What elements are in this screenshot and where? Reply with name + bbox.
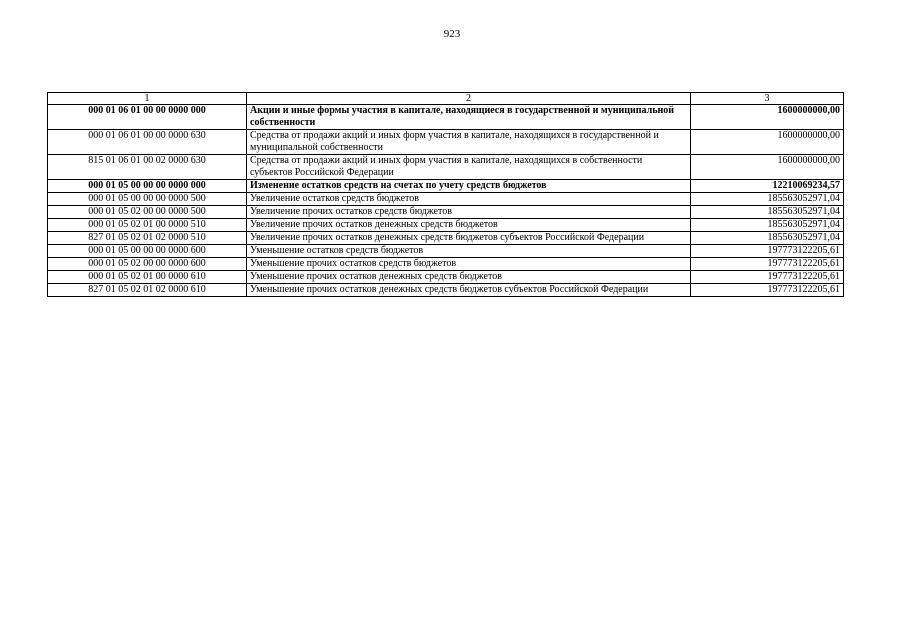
- table-row: [48, 155, 844, 180]
- table-row: [48, 245, 844, 258]
- table-header-row: [48, 93, 844, 105]
- row-code-cell: 000 01 05 02 01 00 0000 510: [48, 219, 247, 232]
- row-name-cell: Увеличение остатков средств бюджетов: [247, 193, 691, 206]
- table-row: [48, 105, 844, 130]
- row-amount-cell: 197773122205,61: [691, 284, 844, 297]
- column-header-code: 1: [48, 93, 247, 105]
- row-amount-cell: 1600000000,00: [691, 105, 844, 130]
- row-amount-cell: 197773122205,61: [691, 271, 844, 284]
- row-amount-cell: 197773122205,61: [691, 258, 844, 271]
- row-code-cell: 000 01 05 00 00 00 0000 500: [48, 193, 247, 206]
- row-name-cell: Средства от продажи акций и иных форм участия в капитале, находящихся в собственности субъектов Российской Федерации: [247, 155, 691, 180]
- row-code-cell: 000 01 05 02 00 00 0000 600: [48, 258, 247, 271]
- row-amount-cell: 185563052971,04: [691, 219, 844, 232]
- row-amount-cell: 197773122205,61: [691, 245, 844, 258]
- row-code-cell: 000 01 05 02 00 00 0000 500: [48, 206, 247, 219]
- row-name-cell: Изменение остатков средств на счетах по учету средств бюджетов: [247, 180, 691, 193]
- table-row: [48, 271, 844, 284]
- page-number: 923: [443, 28, 461, 40]
- row-code-cell: 815 01 06 01 00 02 0000 630: [48, 155, 247, 180]
- row-code-cell: 000 01 05 00 00 00 0000 000: [48, 180, 247, 193]
- row-name-cell: Уменьшение прочих остатков средств бюджетов: [247, 258, 691, 271]
- row-name-cell: Уменьшение остатков средств бюджетов: [247, 245, 691, 258]
- budget-sources-table: [47, 92, 844, 297]
- column-header-amount: 3: [691, 93, 844, 105]
- row-code-cell: 000 01 05 02 01 00 0000 610: [48, 271, 247, 284]
- row-name-cell: Уменьшение прочих остатков денежных средств бюджетов: [247, 271, 691, 284]
- row-amount-cell: 1600000000,00: [691, 130, 844, 155]
- row-code-cell: 000 01 05 00 00 00 0000 600: [48, 245, 247, 258]
- table-row: [48, 258, 844, 271]
- table-row: [48, 130, 844, 155]
- row-code-cell: 827 01 05 02 01 02 0000 510: [48, 232, 247, 245]
- row-amount-cell: 185563052971,04: [691, 193, 844, 206]
- table-row: [48, 284, 844, 297]
- row-code-cell: 000 01 06 01 00 00 0000 000: [48, 105, 247, 130]
- row-name-cell: Уменьшение прочих остатков денежных средств бюджетов субъектов Российской Федерации: [247, 284, 691, 297]
- row-amount-cell: 1600000000,00: [691, 155, 844, 180]
- row-name-cell: Увеличение прочих остатков средств бюджетов: [247, 206, 691, 219]
- row-name-cell: Увеличение прочих остатков денежных средств бюджетов субъектов Российской Федерации: [247, 232, 691, 245]
- table-row: [48, 232, 844, 245]
- row-name-cell: Средства от продажи акций и иных форм участия в капитале, находящихся в государственной и муниципальной собственности: [247, 130, 691, 155]
- table-row: [48, 193, 844, 206]
- row-code-cell: 827 01 05 02 01 02 0000 610: [48, 284, 247, 297]
- table-row: [48, 206, 844, 219]
- row-amount-cell: 185563052971,04: [691, 232, 844, 245]
- table-row: [48, 180, 844, 193]
- table-row: [48, 219, 844, 232]
- row-name-cell: Увеличение прочих остатков денежных средств бюджетов: [247, 219, 691, 232]
- column-header-name: 2: [247, 93, 691, 105]
- row-name-cell: Акции и иные формы участия в капитале, находящиеся в государственной и муниципальной собственности: [247, 105, 691, 130]
- row-amount-cell: 12210069234,57: [691, 180, 844, 193]
- row-code-cell: 000 01 06 01 00 00 0000 630: [48, 130, 247, 155]
- row-amount-cell: 185563052971,04: [691, 206, 844, 219]
